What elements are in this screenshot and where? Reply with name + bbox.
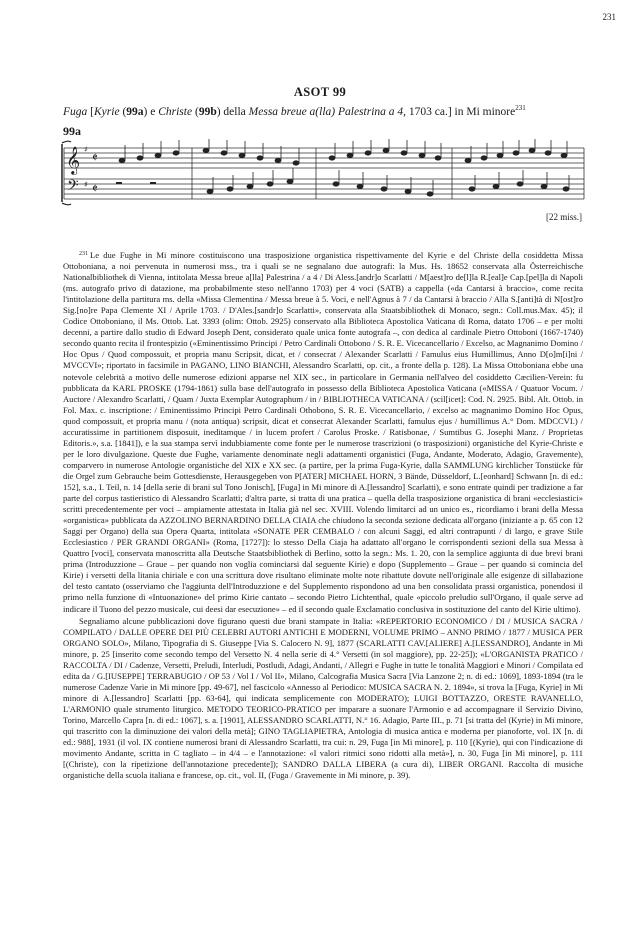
- bass-staff: [64, 179, 584, 199]
- subtitle-part: (: [192, 105, 199, 118]
- subtitle-part: , 1703 ca.] in Mi minore: [403, 105, 516, 118]
- subtitle-part: 99a: [126, 105, 144, 118]
- piece-heading: ASOT 99: [293, 85, 347, 99]
- page-number: 231: [602, 12, 616, 22]
- footnote-text: Le due Fughe in Mi minore costituiscono una trasposizione organistica rispettivamente del Kyrie e del Christe della cosiddetta Missa Ottoboniana, a noi pervenuta in numerosi mss., tra i quali se ne segnalano due autografi: la Mus. Hs. 18652 conservata alla Österreichische Nationalbibliothek di Vienna, intitolata Messa breue a[lla] Palestrina / a 4 / Di Aless.[andr]o Scarlatti / M[aest]ro de[l]la R.[eal]e Cap.[pel]la di Napoli (ms. autografo privo di datazione, ma probabilmente steso nell'anno 1703) per 4 voci (SATB) a cappella («da Cantarsi à braccio», come recita l'intitolazione della partitura ms. della «Missa Clementina / Messa breue à 5. Voci, e nell'Agnus à 7 / da Cantarsi à braccio / Alla S.[anti]tà di N[ost]ro Sig.[no]re Papa Clemente XI / Aprile 1703. / D'Ales.[sandr]o Scarlatti», conservata alla Staatsbibliothek di Monaco, segn.: Coll.mus.Max. 45); il Codice Ottoboniano, il Ms. Ottob. Lat. 3393 (olim: Ottob. 2925) conservato alla Biblioteca Apostolica Vaticana di Roma, datato 1706 – e per molti decenni, a partire dallo studio di Edward Joseph Dent, considerato quale unica fonte autografa –, con dedica al cardinale Pietro Ottoboni (1667-1740) secondo quanto recita il frontespizio («Eminentissimo Principi / Petro Cardinali Ottobono / S. R. E. Vicecancellario / Excelso, ac Magnanimo Domino / Hoc Opus / Quod compossuit, et propria manu Scripsit, dicat, et / consecrat / Alexander Scarlatti / Famulus eius Humillimus, Anno D[o]m[i]ni / MVCCVI»; riportato in facsimile in PAGANO, LINO BIANCHI, Alessandro Scarlatti, op. cit., a fronte della p. 128). La Missa Ottoboniana ebbe una notevole celebrità a motivo delle numerose edizioni apparse nel XIX sec., in particolare in Germania nell'alveo del cosiddetto Cæcilien-Verein: fu pubblicata da KARL PROSKE (1794-1861) sulla base dell'autografo in possesso della Biblioteca Apostolica Vaticana («MISSA / Quatuor Vocum. / Auctore / Alexandro Scarlatti, / Quam / Juxta Exemplar Autographum / in / BIBLIOTHECA VATICANA / (scil[icet]: Cod. N. 2925. Bibl. Alt. Ottob. in Fol. Max. c. inscriptione: / Eminentissimo Principi Petro Cardinali Othobono, S. R. E. Vicecancellario, / excelso ac magnanimo Domino Hoc Opus, quod compossuit, et propria manu / (nota antiqua) scripsit, dicat et consecrat Alexander Scarlatti, famulus ejus / humillimus A.° Dom. MDCCVI.) / accuratissime in partitionem disposuit, ineditamque / in lucem profert / Carolus Proske. / Ratisbonae, / Sumtibus G. Josephi Manz. / Proprietas Editoris.», s.a. [1841]), e la sua stampa servì indubbiamente come fonte per le numerose trascrizioni (o trasposizioni) organistiche del Kyrie-Christe e per le loro divulgazione. Queste due Fughe, variamente denominate negli adattamenti organistici (Fuga, Andante, Moderato, Adagio, Gravemente), comparvero in numerose Antologie organistiche del XIX e XX sec. (a partire, per la prima Fuga-Kyrie, dalla SAMMLUNG kirchlicher Tonstücke für die Orgel zum Gebrauche beim Gottesdienste, Herausgegeben von P[ATER] MICHAEL HORN, 3 Bände, Düsseldorf, L.[eonhard] Schwann [n. di ed.: 152], s.a., I. Teil, n. 14 [della serie di brani sul Tono Jonisch], [Fuga] in Mi minore di A.[lessandro] Scarlatti), e sono entrate quindi per tradizione a far parte del corpus tastieristico di Alessandro Scarlatti; d'altra parte, si tratta di una pratica – quella della trasposizione organistica di brani «ecclesiastici» scritti precedentemente per voci – ampiamente attestata in Italia già nel sec. XVIII. Volendo limitarci ad un unico es., ricordiamo i brani della Messa «organistica» pubblicata da AZZOLINO BERNARDINO DELLA CIAIA che chiudono la seconda sezione dedicata all'organo (iniziante a p. 65 con 12 Saggi per Organo) della sua Opera Quarta, intitolata «SONATE PER CEMBALO / con alcuni Saggi, ed altri contrapunti / di largo, e grave Stile Ecclesiastico / PER GRANDI ORGANI» (Roma, [1727]): lo stesso Della Ciaja ha adattato all'organo le corrispondenti sezioni della sua Messa à Quattro [voci], conservata manoscritta alla Deutsche Staatsbibliothek di Berlino, sotto la segn.: Ms. 1. 20, con la semplice aggiunta di due brevi brani prima (Introduzzione – Graue – per quando non voglia cominciarsi dal seguente Kirie) e dopo (Supplemento – Graue – per quando si comincia del Kirie) i versetti della litania chiriale e con una scrittura dove risultano eliminate molte note ribattute dovute nell'originale alle esigenze di sillabazione del testo cantato (osserviamo che l'aggiunta dell'Introduzzione e del Supplemento rispondono ad una ben consolidata prassi organistica, ponendosi il primo nella funzione di «Intuonazione» del primo Kirie cantato – secondo Pietro Lichtenthal, quale «piccolo preludio sull'Organo, il quale serve ad indicare il Tuono del pezzo musicale, cui deesi dar esecuzione» – ed il secondo quale Exclamatio conclusiva in sostituzione del canto del Kirie ultimo).: [63, 250, 583, 614]
- treble-notes: [119, 139, 567, 165]
- footnote-block: [63, 249, 583, 781]
- subtitle-part: Messa breue a(lla) Palestrina a 4: [248, 105, 404, 118]
- footnote-marker: 231: [79, 251, 88, 257]
- measures-count: [22 miss.]: [546, 212, 582, 222]
- subtitle-part: ) e: [143, 105, 159, 118]
- subtitle-part: (: [119, 105, 127, 118]
- subtitle-part: Fuga: [63, 105, 88, 118]
- subtitle-part: Kyrie: [94, 105, 120, 118]
- footnote-paragraph: [63, 616, 583, 782]
- subtitle-part: 99b: [198, 105, 217, 118]
- piece-subtitle: [63, 101, 583, 119]
- footnote-paragraph: [63, 249, 583, 615]
- subtitle-part: Christe: [158, 105, 193, 118]
- footnote-text: Segnaliamo alcune pubblicazioni dove figurano questi due brani stampate in Italia: «REPERTORIO ECONOMICO / DI / MUSICA SACRA / COMPILATO / DALLE OPERE DEI PIÙ CELEBRI AUTORI ANTICHI E MODERNI, VOLUME PRIMO – ANNO PRIMO / 1877 / MUSICA PER ORGANO SOLO», Milano, Tipografia di S. Giuseppe [Via S. Calocero N. 9], 1877 (SCARLATTI CAV.[ALIERE] A.[LESSANDRO], Andante in Mi minore, p. 25 [inserito come secondo tempo del Versetto N. 4 nella serie di 4.° Versetti (in sol maggiore), pp. 22-25]); «L'ORGANISTA PRATICO / RACCOLTA / DI / Cadenze, Versetti, Preludi, Interludi, Postludi, Adagi, Andanti, / Allegri e Fughe in tutte le tonalità Maggiori e Minori / Compilata ed edita da / G.[IUSEPPE] TERRABUGIO / OP 53 / Vol I / Vol II», Milano, Calcografia Musica Sacra [Via Lanzone 2; n. di ed.: 1069], 1893-1894 (tra le numerose Cadenze Varie in Mi minore [pp. 49-67], nel fascicolo «Annesso al Periodico: MUSICA SACRA N. 2. 1894», si trova la [Fuga, Kyrie] in Mi minore di A.[lessandro] Scarlatti [pp. 63-64], qui indicata semplicemente con MODERATO); LUIGI BOTTAZZO, ORESTE RAVANELLO, L'ARMONIO quale strumento liturgico. METODO TEORICO-PRATICO per imparare a suonare l'Armonio e ad accompagnare il Servizio Divino, Torino, Marcello Capra [n. di ed.: 1067], s. a. [1901], ALESSANDRO SCARLATTI, N.° 16. Adagio, Parte III., p. 71 [si tratta del (Kyrie) in Mi minore, qui trascritto con la diminuzione dei valori della metà]; GINO TAGLIAPIETRA, Antologia di musica antica e moderna per pianoforte, vol. IX [n. di ed.: 988], 1931 (il vol. IX contiene numerosi brani di Alessandro Scarlatti, tra cui: n. 29, Fuga [in Mi minore], p. 110 [(Kyrie), qui con l'indicazione di movimento Andante, scritta in C tagliato – in 4/4 – e l'annotazione: «I valori ritmici sono ridotti alla metà»], n. 30, Fuga [in Mi minore], p. 111 [(Christe), con la ripetizione dell'annotazione precedente]); SANDRO DALLA LIBERA (a cura di), LIBER ORGANI. Raccolta di musiche organistiche della scuola italiana e francese, op. cit., vol. II, (Fuga / Gravemente in Mi minore, p. 39).: [63, 615, 583, 781]
- subtitle-part: ) della: [216, 105, 249, 118]
- example-label: 99a: [63, 124, 81, 138]
- bass-key-sharp-icon: ♯: [84, 180, 88, 189]
- music-score: [60, 138, 586, 208]
- treble-key-sharp-icon: ♯: [84, 145, 88, 154]
- subtitle-footnote-ref: 231: [515, 104, 526, 112]
- bass-notes: [116, 168, 569, 196]
- subtitle-part: [: [87, 105, 94, 118]
- bass-time-signature-icon: 𝄵: [92, 182, 98, 197]
- treble-time-signature-icon: 𝄵: [92, 151, 98, 166]
- bass-clef-icon: 𝄢: [67, 177, 79, 198]
- treble-clef-icon: 𝄞: [66, 146, 81, 174]
- barlines: [64, 148, 584, 199]
